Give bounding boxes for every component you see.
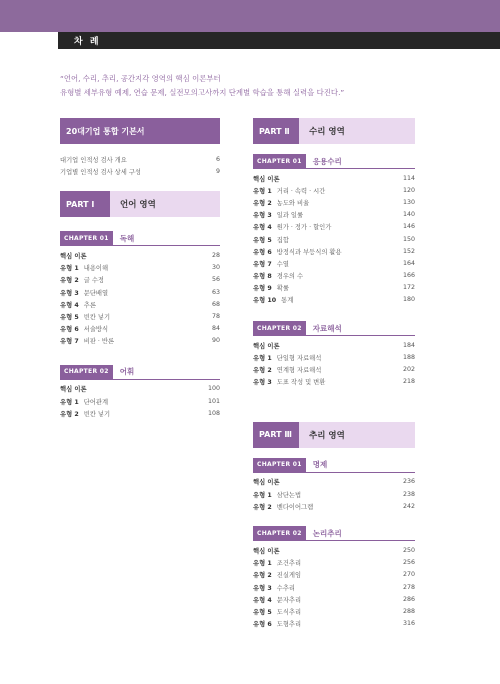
toc-page: 218 <box>402 378 415 386</box>
toc-page: 288 <box>402 607 415 615</box>
toc-row[interactable] <box>253 257 415 269</box>
toc-page: 140 <box>402 211 415 219</box>
toc-page: 242 <box>402 502 415 510</box>
toc-label: 삼단논법 <box>276 491 302 499</box>
type-label: 유형 5 <box>60 313 79 321</box>
toc-label: 벤다이어그램 <box>276 503 314 511</box>
toc-row[interactable] <box>60 335 220 347</box>
toc-page: 90 <box>211 337 220 345</box>
type-label: 유형 2 <box>60 277 79 285</box>
part1-header <box>60 191 220 217</box>
toc-label: 핵심 이론 <box>60 386 87 394</box>
chapter-tag: CHAPTER 01 <box>253 458 306 472</box>
toc-label: 기업별 인적성 검사 상세 구성 <box>60 168 141 176</box>
core-theory-row[interactable] <box>253 339 415 351</box>
toc-row[interactable] <box>60 165 220 177</box>
toc-page: 100 <box>207 385 220 393</box>
type-label: 유형 6 <box>253 248 272 256</box>
part2-title: 수리 영역 <box>299 118 415 144</box>
chapter-tag: CHAPTER 02 <box>60 365 113 379</box>
top-color-band <box>0 0 500 32</box>
toc-row[interactable] <box>253 196 415 208</box>
toc-label: 핵심 이론 <box>60 252 87 260</box>
type-label: 유형 4 <box>60 301 79 309</box>
core-theory-row[interactable] <box>253 476 415 488</box>
toc-label: 수열 <box>276 260 289 268</box>
toc-label: 도표 작성 및 변환 <box>276 379 326 387</box>
toc-label: 핵심 이론 <box>253 479 280 487</box>
toc-label: 경우의 수 <box>276 273 304 281</box>
toc-page: 172 <box>402 284 415 292</box>
toc-label: 집합 <box>276 236 289 244</box>
toc-page: 250 <box>402 546 415 554</box>
toc-row[interactable] <box>253 245 415 257</box>
toc-page: 56 <box>211 276 220 284</box>
chapter-header <box>60 231 220 246</box>
toc-page: 236 <box>402 478 415 486</box>
type-label: 유형 2 <box>253 199 272 207</box>
toc-page: 30 <box>211 264 220 272</box>
toc-page: 256 <box>402 559 415 567</box>
toc-row[interactable] <box>253 618 415 630</box>
toc-label: 도형추리 <box>276 621 302 629</box>
toc-row[interactable] <box>253 209 415 221</box>
toc-row[interactable] <box>253 294 415 306</box>
chapter-title: 응용수리 <box>312 156 342 166</box>
type-label: 유형 1 <box>253 354 272 362</box>
type-label: 유형 3 <box>253 379 272 387</box>
toc-label: 연계형 자료해석 <box>276 367 322 375</box>
toc-page: 130 <box>402 198 415 206</box>
type-label: 유형 5 <box>253 608 272 616</box>
toc-page: 28 <box>211 251 220 259</box>
toc-row[interactable] <box>253 270 415 282</box>
right-column <box>253 118 415 630</box>
toc-page: 84 <box>211 325 220 333</box>
toc-page: 120 <box>402 186 415 194</box>
type-label: 유형 6 <box>253 621 272 629</box>
toc-page: 78 <box>211 312 220 320</box>
chapter-title: 자료해석 <box>312 323 342 333</box>
intro-line-1: “언어, 수리, 추리, 공간지각 영역의 핵심 이론부터 <box>60 74 221 83</box>
toc-page: 238 <box>402 490 415 498</box>
chapter-title: 논리추리 <box>312 528 342 538</box>
toc-row[interactable] <box>60 323 220 335</box>
part1-title: 언어 영역 <box>110 191 220 217</box>
toc-page: 6 <box>215 155 220 163</box>
type-label: 유형 4 <box>253 596 272 604</box>
toc-row[interactable] <box>253 282 415 294</box>
toc-page: 180 <box>402 296 415 304</box>
chapter-header <box>60 365 220 380</box>
type-label: 유형 7 <box>60 338 79 346</box>
toc-row[interactable] <box>253 569 415 581</box>
toc-page: 270 <box>402 571 415 579</box>
intro-section-list <box>60 153 220 177</box>
type-label: 유형 1 <box>60 398 79 406</box>
toc-row[interactable] <box>253 557 415 569</box>
type-label: 유형 4 <box>253 224 272 232</box>
toc-page: 166 <box>402 272 415 280</box>
part3-title: 추리 영역 <box>299 422 415 448</box>
type-label: 유형 1 <box>253 560 272 568</box>
toc-page: 108 <box>207 409 220 417</box>
chapter-title: 명제 <box>312 460 328 470</box>
type-label: 유형 3 <box>60 289 79 297</box>
toc-label: 단어관계 <box>83 398 109 406</box>
toc-row[interactable] <box>253 376 415 388</box>
header-bar <box>58 32 500 49</box>
chapter-block <box>253 526 415 629</box>
toc-row[interactable] <box>60 395 220 407</box>
type-label: 유형 7 <box>253 260 272 268</box>
toc-label: 단일형 자료해석 <box>276 354 322 362</box>
toc-row[interactable] <box>60 262 220 274</box>
type-label: 유형 6 <box>60 326 79 334</box>
toc-label: 빈칸 넣기 <box>83 313 111 321</box>
type-label: 유형 1 <box>253 187 272 195</box>
chapter-block <box>253 321 415 388</box>
toc-row[interactable] <box>253 363 415 375</box>
toc-label: 핵심 이론 <box>253 175 280 183</box>
intro-section-title: 20대기업 통합 기본서 <box>60 118 220 144</box>
toc-label: 서술방식 <box>83 326 109 334</box>
toc-page: 146 <box>402 223 415 231</box>
toc-label: 방정식과 부등식의 활용 <box>276 248 342 256</box>
toc-label: 문단배열 <box>83 289 109 297</box>
chapter-block <box>253 458 415 513</box>
toc-label: 진실게임 <box>276 572 302 580</box>
core-theory-row[interactable] <box>60 249 220 261</box>
type-label: 유형 8 <box>253 273 272 281</box>
page-title: 차 례 <box>74 37 101 47</box>
toc-label: 비판 · 반론 <box>83 338 115 346</box>
intro-section-box <box>60 118 220 144</box>
toc-label: 농도와 비율 <box>276 199 310 207</box>
toc-label: 도식추리 <box>276 608 302 616</box>
toc-label: 문자추리 <box>276 596 302 604</box>
toc-label: 추론 <box>83 301 96 309</box>
toc-row[interactable] <box>253 351 415 363</box>
toc-page: 188 <box>402 353 415 361</box>
toc-label: 대기업 인적성 검사 개요 <box>60 156 127 164</box>
toc-label: 확률 <box>276 285 289 293</box>
intro-quote <box>60 72 460 100</box>
chapter-header <box>253 154 415 169</box>
toc-page: 152 <box>402 247 415 255</box>
toc-label: 빈칸 넣기 <box>83 410 111 418</box>
type-label: 유형 2 <box>253 367 272 375</box>
toc-label: 수추리 <box>276 584 295 592</box>
toc-page: 114 <box>402 174 415 182</box>
toc-label: 통계 <box>281 297 294 305</box>
toc-page: 101 <box>207 397 220 405</box>
chapter-block <box>60 231 220 347</box>
toc-row[interactable] <box>253 500 415 512</box>
type-label: 유형 3 <box>253 584 272 592</box>
toc-row[interactable] <box>253 184 415 196</box>
core-theory-row[interactable] <box>253 544 415 556</box>
chapter-tag: CHAPTER 02 <box>253 526 306 540</box>
toc-row[interactable] <box>253 221 415 233</box>
toc-row[interactable] <box>253 581 415 593</box>
core-theory-row[interactable] <box>60 383 220 395</box>
chapter-header <box>253 458 415 473</box>
toc-page: 202 <box>402 366 415 374</box>
toc-label: 조건추리 <box>276 560 302 568</box>
chapter-tag: CHAPTER 02 <box>253 321 306 335</box>
chapter-tag: CHAPTER 01 <box>60 231 113 245</box>
core-theory-row[interactable] <box>253 172 415 184</box>
type-label: 유형 9 <box>253 285 272 293</box>
chapter-title: 독해 <box>119 233 135 243</box>
part2-tag: PART Ⅱ <box>253 118 299 144</box>
toc-page: 68 <box>211 300 220 308</box>
toc-row[interactable] <box>60 153 220 165</box>
toc-label: 글 수정 <box>83 277 104 285</box>
type-label: 유형 1 <box>253 491 272 499</box>
part3-header <box>253 422 415 448</box>
toc-row[interactable] <box>60 298 220 310</box>
type-label: 유형 2 <box>60 410 79 418</box>
toc-label: 거리 · 속력 · 시간 <box>276 187 326 195</box>
type-label: 유형 2 <box>253 503 272 511</box>
chapter-block <box>253 154 415 306</box>
toc-page: 63 <box>211 288 220 296</box>
toc-row[interactable] <box>60 407 220 419</box>
toc-row[interactable] <box>60 286 220 298</box>
toc-label: 원가 · 정가 · 할인가 <box>276 224 332 232</box>
chapter-header <box>253 321 415 336</box>
toc-row[interactable] <box>253 488 415 500</box>
toc-row[interactable] <box>253 233 415 245</box>
toc-page: 316 <box>402 620 415 628</box>
chapter-block <box>60 365 220 420</box>
chapter-title: 어휘 <box>119 367 135 377</box>
toc-row[interactable] <box>60 310 220 322</box>
type-label: 유형 1 <box>60 265 79 273</box>
chapter-header <box>253 526 415 541</box>
toc-row[interactable] <box>253 593 415 605</box>
left-column <box>60 118 220 419</box>
toc-row[interactable] <box>60 274 220 286</box>
toc-page: 164 <box>402 259 415 267</box>
intro-line-2: 유형별 세부유형 예제, 연습 문제, 실전모의고사까지 단계별 학습을 통해 실력을 다진다.” <box>60 88 345 97</box>
part2-header <box>253 118 415 144</box>
toc-label: 핵심 이론 <box>253 342 280 350</box>
toc-label: 일과 일률 <box>276 212 304 220</box>
toc-label: 핵심 이론 <box>253 547 280 555</box>
part1-tag: PART Ⅰ <box>60 191 110 217</box>
type-label: 유형 2 <box>253 572 272 580</box>
toc-page: 278 <box>402 583 415 591</box>
toc-page: 150 <box>402 235 415 243</box>
toc-page: 9 <box>215 167 220 175</box>
type-label: 유형 10 <box>253 297 277 305</box>
toc-row[interactable] <box>253 605 415 617</box>
part3-tag: PART Ⅲ <box>253 422 299 448</box>
type-label: 유형 3 <box>253 212 272 220</box>
chapter-tag: CHAPTER 01 <box>253 154 306 168</box>
toc-page: 184 <box>402 341 415 349</box>
toc-label: 내용이해 <box>83 265 109 273</box>
type-label: 유형 5 <box>253 236 272 244</box>
toc-page: 286 <box>402 595 415 603</box>
